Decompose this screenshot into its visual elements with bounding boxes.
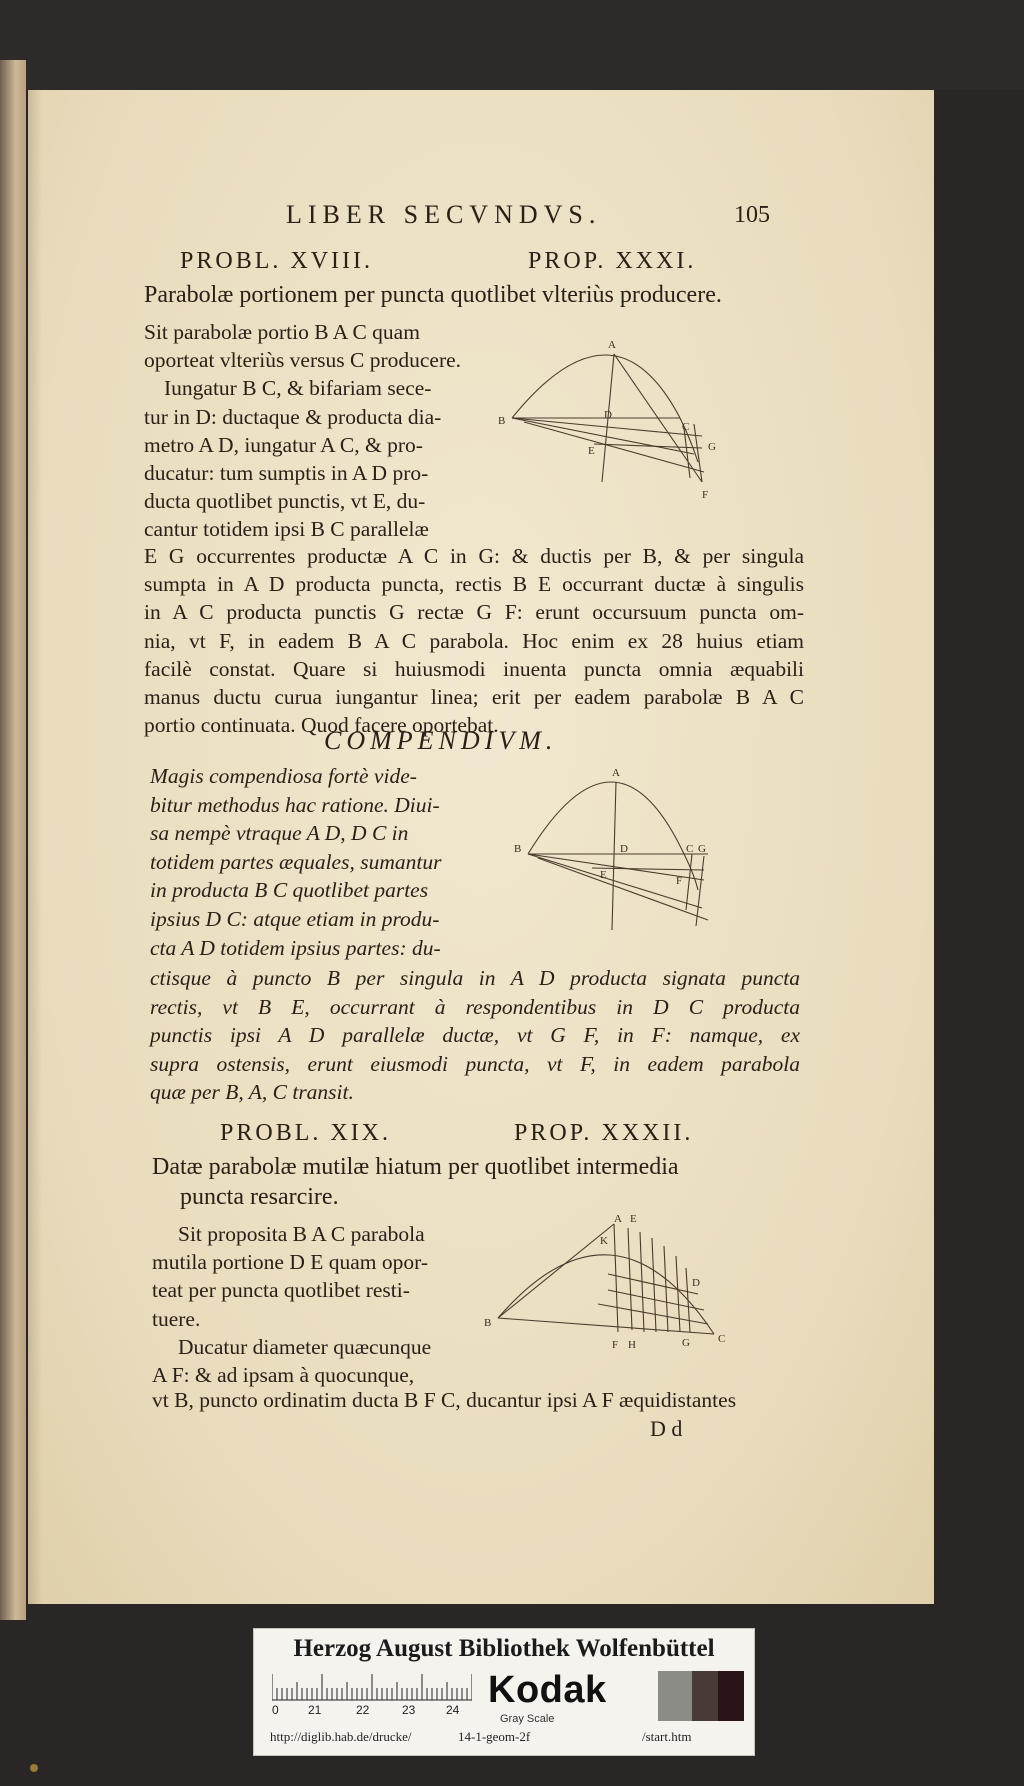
text-line: portio continuata. Quod facere oportebat. [144, 713, 499, 738]
paragraph-full [152, 1386, 812, 1414]
kodak-logo: Kodak [488, 1669, 607, 1711]
text-line: in producta B C quotlibet partes [150, 878, 429, 903]
text-line: Sit proposita B A C parabola [178, 1222, 425, 1246]
problem-number: PROBL. XVIII. [180, 248, 373, 274]
text-line: sumpta in A D producta puncta, rectis B E occurrant ductæ à singulis [144, 572, 804, 597]
facing-page-edge [0, 60, 26, 1620]
label-e: E [600, 869, 607, 881]
text-line: supra ostensis, erunt eiusmodi puncta, vt F, in eadem parabola [150, 1051, 800, 1076]
label-g: G [708, 441, 716, 453]
color-target-card [253, 1628, 755, 1756]
ruler-number: 21 [308, 1703, 322, 1717]
text-line: ducta quotlibet punctis, vt E, du- [144, 489, 426, 514]
book-page [28, 90, 934, 1604]
text-line: tur in D: ductaque & producta dia- [144, 404, 442, 429]
label-f: F [676, 875, 683, 887]
text-line: E G occurrentes productæ A C in G: & ductis per B, & per singula [144, 544, 804, 568]
text-line: sa nempè vtraque A D, D C in [150, 821, 409, 846]
problem-title: Datæ parabolæ mutilæ hiatum per quotlibet intermedia [152, 1154, 679, 1180]
library-name: Herzog August Bibliothek Wolfenbüttel [293, 1635, 715, 1662]
label-c: C [718, 1333, 726, 1345]
label-b: B [484, 1317, 492, 1329]
gray-patch [658, 1671, 692, 1721]
figure-parabola-3 [478, 1214, 778, 1354]
text-line: rectis, vt B E, occurrant à respondentibus in D C producta [150, 994, 800, 1019]
text-line: facilè constat. Quare si huiusmodi inuenta puncta omnia æquabili [144, 656, 804, 681]
label-f: F [702, 489, 709, 501]
text-line: punctis ipsi A D parallelæ ductæ, vt G F, in F: namque, ex [150, 1023, 800, 1048]
ruler-number: 22 [356, 1703, 370, 1717]
label-f: F [612, 1339, 619, 1351]
text-line: bitur methodus hac ratione. Diui- [150, 792, 440, 817]
paragraph-full-italic [150, 964, 800, 1107]
page-number: 105 [734, 202, 770, 228]
text-line: cantur totidem ipsi B C parallelæ [144, 517, 429, 542]
ruler-scale [272, 1673, 472, 1701]
url-left: http://diglib.hab.de/drucke/ [270, 1729, 412, 1744]
text-line: manus ductu curua iungantur linea; erit per eadem parabolæ B A C [144, 685, 804, 710]
gray-patch [692, 1671, 718, 1721]
text-line: tuere. [152, 1306, 201, 1331]
label-c: C [682, 421, 690, 433]
text-line: teat per puncta quotlibet resti- [152, 1278, 410, 1303]
problem-title-cont: puncta resarcire. [180, 1184, 339, 1210]
url-right: /start.htm [642, 1729, 692, 1744]
figure-parabola-1 [494, 332, 764, 512]
label-d: D [604, 409, 612, 421]
text-line: A F: & ad ipsam à quocunque, [152, 1363, 415, 1388]
label-a: A [612, 767, 620, 779]
text-line: oporteat vlteriùs versus C producere. [144, 348, 462, 373]
signature-mark: D d [650, 1416, 683, 1441]
text-line: cta A D totidem ipsius partes: du- [150, 935, 441, 960]
label-d: D [692, 1277, 700, 1289]
corner-mark [30, 1764, 38, 1772]
text-line: Ducatur diameter quæcunque [178, 1334, 432, 1359]
gray-patch [718, 1671, 744, 1721]
text-line: ctisque à puncto B per singula in A D producta signata puncta [150, 966, 800, 990]
label-k: K [600, 1235, 608, 1247]
text-line: vt B, puncto ordinatim ducta B F C, ducantur ipsi A F æquidistantes [152, 1388, 737, 1412]
ruler-number: 0 [272, 1703, 279, 1717]
ruler-number: 23 [402, 1703, 416, 1717]
label-h: H [628, 1339, 636, 1351]
section-heading: COMPENDIVM. [324, 726, 558, 755]
label-a: A [614, 1214, 622, 1225]
label-d: D [620, 843, 628, 855]
label-c: C [686, 843, 694, 855]
paragraph-narrow [152, 1220, 452, 1389]
text-line: metro A D, iungatur A C, & pro- [144, 432, 423, 457]
text-line: totidem partes æquales, sumantur [150, 849, 442, 874]
scan-background [0, 0, 1024, 90]
text-line: Sit parabolæ portio B A C quam [144, 320, 420, 344]
text-line: Magis compendiosa fortè vide- [150, 764, 417, 788]
label-e: E [588, 445, 595, 457]
text-line: in A C producta punctis G rectæ G F: erunt occursuum puncta om- [144, 600, 804, 625]
proposition-number: PROP. XXXII. [514, 1120, 694, 1146]
label-e: E [630, 1214, 637, 1225]
problem-title: Parabolæ portionem per puncta quotlibet vlteriùs producere. [144, 282, 722, 308]
problem-number: PROBL. XIX. [220, 1120, 392, 1146]
proposition-number: PROP. XXXI. [528, 248, 697, 274]
label-b: B [514, 843, 522, 855]
ruler-number: 24 [446, 1703, 460, 1717]
text-line: ipsius D C: atque etiam in produ- [150, 906, 440, 931]
label-b: B [498, 415, 506, 427]
label-g: G [682, 1337, 690, 1349]
paragraph-full [144, 542, 804, 739]
text-line: Iungatur B C, & bifariam sece- [164, 376, 432, 401]
text-line: ducatur: tum sumptis in A D pro- [144, 461, 429, 486]
text-line: mutila portione D E quam opor- [152, 1250, 429, 1275]
paragraph-narrow [144, 318, 484, 544]
running-header: LIBER SECVNDVS. [286, 200, 602, 229]
ruler-numbers [272, 1703, 472, 1721]
gray-scale-label: Gray Scale [500, 1713, 555, 1725]
paragraph-narrow-italic [150, 762, 500, 962]
label-g: G [698, 843, 706, 855]
url-id: 14-1-geom-2f [458, 1729, 531, 1744]
text-line: nia, vt F, in eadem B A C parabola. Hoc enim ex 28 huius etiam [144, 628, 804, 653]
label-a: A [608, 339, 616, 351]
text-line: quæ per B, A, C transit. [150, 1080, 354, 1105]
figure-parabola-2 [508, 760, 778, 940]
